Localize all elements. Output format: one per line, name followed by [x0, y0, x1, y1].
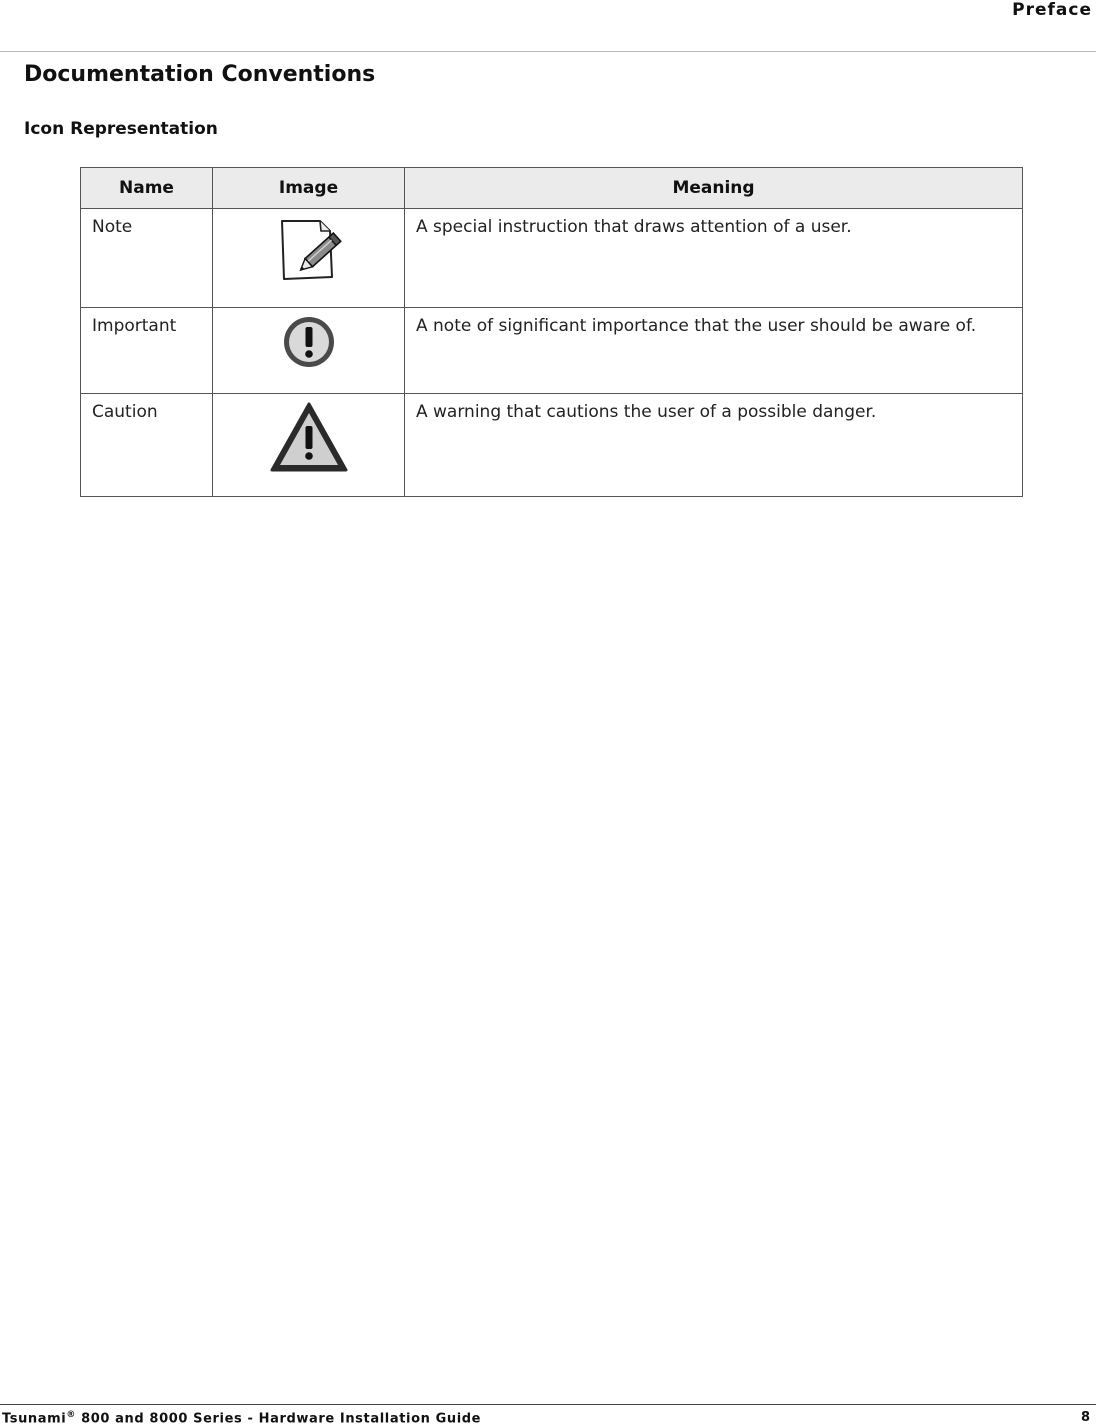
- footer-product: Tsunami: [2, 1411, 67, 1426]
- cell-image: [213, 394, 405, 497]
- table-row: [81, 209, 1023, 308]
- cell-name: Important: [81, 308, 213, 394]
- header-divider: [0, 51, 1096, 52]
- section-subtitle: Icon Representation: [24, 119, 218, 139]
- column-header-name: Name: [81, 168, 213, 209]
- footer-guide-title: [2, 1410, 481, 1426]
- table-row: [81, 308, 1023, 394]
- registered-mark: ®: [66, 1410, 76, 1420]
- cell-image: [213, 308, 405, 394]
- cell-image: [213, 209, 405, 308]
- column-header-meaning: Meaning: [405, 168, 1023, 209]
- table-row: [81, 394, 1023, 497]
- cell-meaning: A warning that cautions the user of a possible danger.: [405, 394, 1023, 497]
- running-header: Preface: [1012, 0, 1092, 20]
- cell-name: Caution: [81, 394, 213, 497]
- cell-name: Note: [81, 209, 213, 308]
- cell-meaning: A note of significant importance that the user should be aware of.: [405, 308, 1023, 394]
- footer-divider: [0, 1404, 1096, 1405]
- icon-representation-table: [80, 167, 1023, 497]
- warning-triangle-icon: [268, 459, 350, 479]
- column-header-image: Image: [213, 168, 405, 209]
- page-number: 8: [1080, 1410, 1090, 1425]
- note-pencil-icon: [276, 270, 342, 290]
- exclamation-circle-icon: [281, 355, 337, 375]
- table-header-row: [81, 168, 1023, 209]
- footer-guide: 800 and 8000 Series - Hardware Installation Guide: [75, 1411, 482, 1426]
- cell-meaning: A special instruction that draws attention of a user.: [405, 209, 1023, 308]
- page-title: Documentation Conventions: [24, 62, 376, 87]
